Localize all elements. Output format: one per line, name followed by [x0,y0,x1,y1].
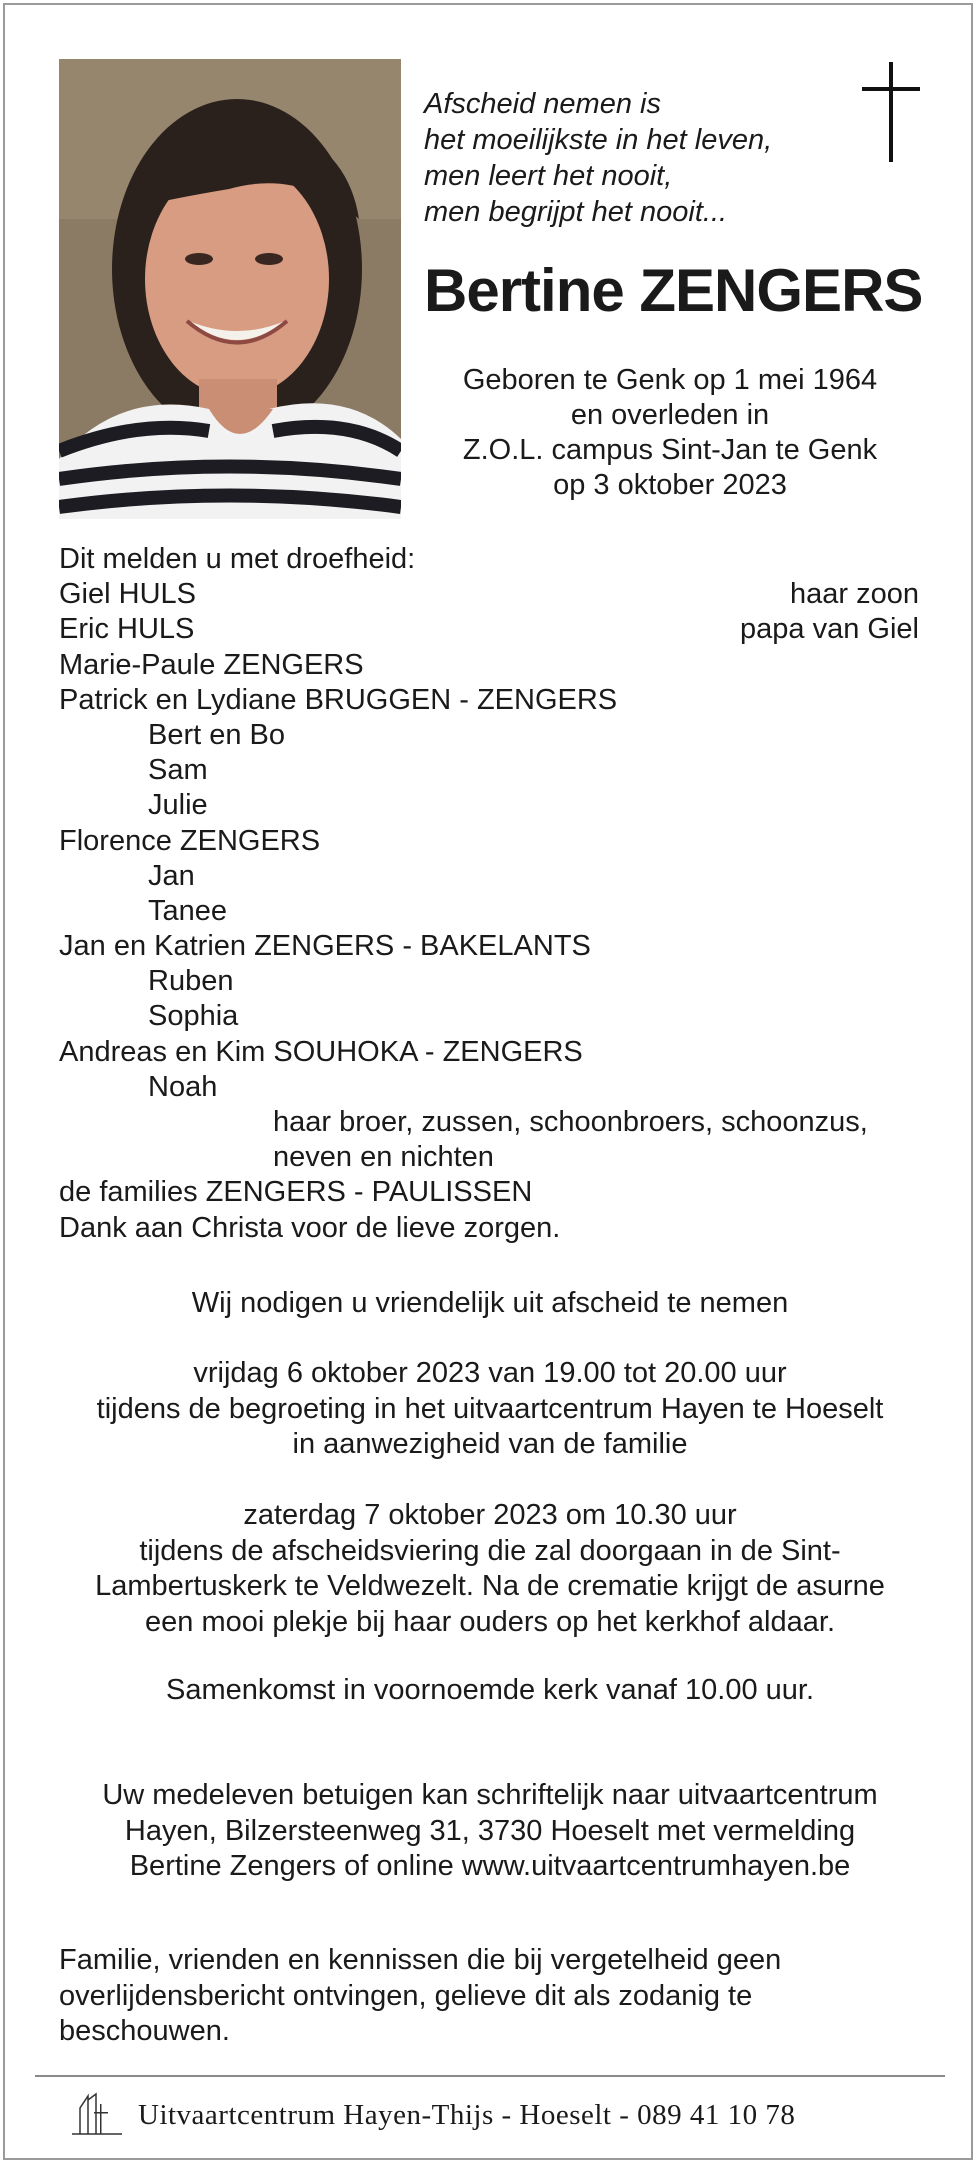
gathering-note: Samenkomst in voornoemde kerk vanaf 10.00 uur. [165,1674,815,1706]
family-member-row [59,753,919,788]
family-member-name: Jan [148,859,195,892]
footer-text: Uitvaartcentrum Hayen-Thijs - Hoeselt - 089 41 10 78 [138,2099,796,2131]
family-member-name: Andreas en Kim SOUHOKA - ZENGERS [59,1035,583,1068]
family-member-row [59,964,919,999]
family-member-relation: haar zoon [790,578,919,611]
family-member-name: Marie-Paule ZENGERS [59,648,364,681]
final-note-line: overlijdensbericht ontvingen, gelieve dit als zodanig te [59,1979,753,2012]
family-member-row [59,859,919,894]
portrait-photo [59,59,401,519]
family-member-name: Tanee [148,894,228,927]
funeral-home-logo-icon [70,2090,125,2138]
family-member-name: Florence ZENGERS [59,824,321,857]
visitation-line: in aanwezigheid van de familie [292,1428,688,1460]
poem-line: men begrijpt het nooit... [424,196,728,228]
visitation-line: tijdens de begroeting in het uitvaartcentrum Hayen te Hoeselt [96,1392,884,1425]
family-member-row [59,1175,919,1210]
footer-divider [35,2075,945,2077]
family-member-name: Jan en Katrien ZENGERS - BAKELANTS [59,930,591,963]
intro-line: Dit melden u met droefheid: [59,543,416,575]
family-member-row [59,1105,919,1140]
deceased-name: Bertine ZENGERS [424,257,923,324]
family-member-row [59,648,919,683]
family-member-relation: papa van Giel [740,613,919,646]
family-member-row [59,1140,919,1175]
family-list [59,542,919,1246]
ceremony-line: Lambertuskerk te Veldwezelt. Na de crematie krijgt de asurne [95,1570,885,1602]
condolences-line: Uw medeleven betuigen kan schriftelijk naar uitvaartcentrum [102,1779,878,1811]
visitation-block [59,1356,921,1463]
family-member-name: Ruben [148,965,234,998]
family-member-name: Noah [148,1070,218,1103]
family-member-name: Bert en Bo [148,718,286,751]
cross-icon [862,62,922,162]
ceremony-line: een mooi plekje bij haar ouders op het kerkhof aldaar. [145,1605,835,1638]
family-member-name: Patrick en Lydiane BRUGGEN - ZENGERS [59,683,618,716]
final-note [59,1943,919,2050]
family-member-name: de families ZENGERS - PAULISSEN [59,1176,533,1209]
family-member-row [59,577,919,612]
family-member-name: Julie [148,789,208,822]
birth-death-line: Geboren te Genk op 1 mei 1964 [462,364,878,396]
final-note-line: Familie, vrienden en kennissen die bij vergetelheid geen [59,1944,782,1976]
poem-line: het moeilijkste in het leven, [424,124,773,156]
ceremony-block [59,1498,921,1640]
invitation: Wij nodigen u vriendelijk uit afscheid te nemen [191,1287,789,1319]
birth-death-line: op 3 oktober 2023 [553,469,787,501]
family-member-row [59,1070,919,1105]
poem-line: Afscheid nemen is [424,88,661,120]
family-member-name: Giel HULS [59,578,196,611]
family-member-name: haar broer, zussen, schoonbroers, schoonzus, [273,1106,868,1138]
family-member-row [59,1035,919,1070]
family-member-row [59,612,919,647]
family-member-row [59,999,919,1034]
family-member-row [59,894,919,929]
family-member-row [59,718,919,753]
birth-death-line: Z.O.L. campus Sint-Jan te Genk [462,434,878,466]
birth-death-details [430,363,910,503]
family-member-row [59,929,919,964]
ceremony-line: tijdens de afscheidsviering die zal doorgaan in de Sint- [139,1534,841,1567]
poem [424,86,844,230]
condolences-line: Bertine Zengers of online www.uitvaartcentrumhayen.be [129,1850,851,1882]
family-member-row [59,1211,919,1246]
final-note-line: beschouwen. [59,2015,230,2047]
family-member-name: Eric HULS [59,613,195,646]
family-member-row [59,824,919,859]
family-member-row [59,683,919,718]
poem-line: men leert het nooit, [424,160,673,192]
family-member-name: Sam [148,754,208,787]
family-member-name: Dank aan Christa voor de lieve zorgen. [59,1211,561,1244]
birth-death-line: en overleden in [570,399,770,431]
visitation-line: vrijdag 6 oktober 2023 van 19.00 tot 20.00 uur [193,1357,787,1389]
condolences-line: Hayen, Bilzersteenweg 31, 3730 Hoeselt met vermelding [124,1814,856,1847]
footer [70,2090,920,2140]
condolences-block [59,1778,921,1885]
family-member-row [59,788,919,823]
portrait-image [59,59,401,519]
ceremony-line: zaterdag 7 oktober 2023 om 10.30 uur [243,1499,737,1531]
family-member-name: neven en nichten [273,1141,494,1174]
family-member-name: Sophia [148,1000,239,1033]
